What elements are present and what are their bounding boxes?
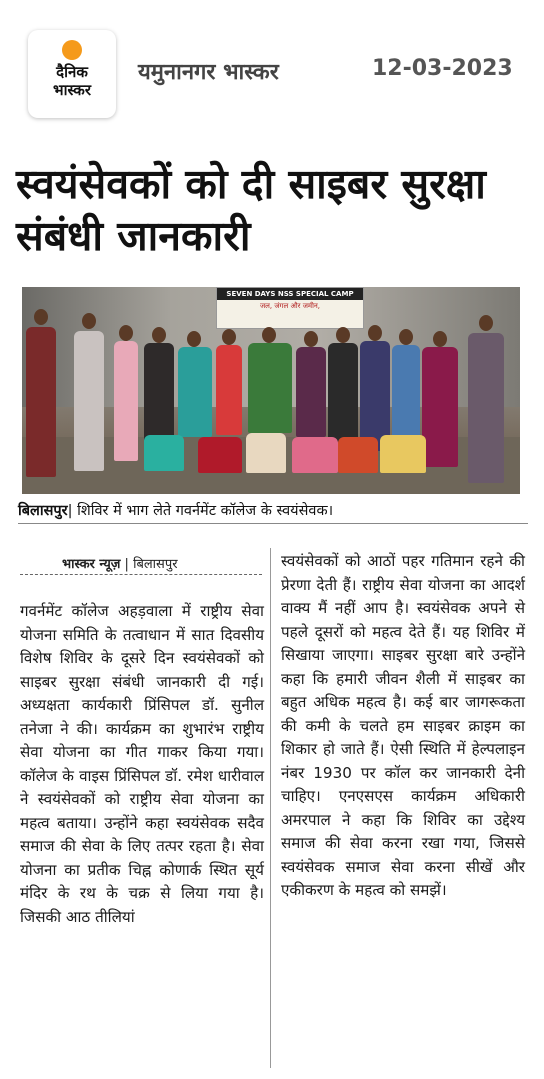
person bbox=[216, 345, 242, 435]
person bbox=[74, 331, 104, 471]
person-head bbox=[152, 327, 166, 343]
logo-text-line1: दैनिक bbox=[56, 63, 88, 81]
dainik-bhaskar-logo bbox=[28, 30, 116, 118]
group-photo bbox=[22, 287, 520, 494]
article-column-2: स्वयंसेवकों को आठों पहर गतिमान रहने की प्रेरणा देती हैं। राष्ट्रीय सेवा योजना का आदर्श वाक्य मैं नहीं आप है। स्वयंसेवक अपने से पहले दूसरों को महत्व देते हैं। यह शिविर में सिखाया जाएगा। साइबर सुरक्षा बारे उन्होंने कहा कि हमारी जीवन शैली में साइबर का बहुत अधिक महत्व है। कई बार जागरूकता की कमी के चलते हम साइबर क्राइम का शिकार हो जाते हैं। ऐसी स्थिति में हेल्पलाइन नंबर 1930 पर कॉल कर जानकारी देनी चाहिए। एनएसएस कार्यक्रम अधिकारी अमरपाल ने कहा कि शिविर का उद्देश्य समाज की सेवा करना रखा गया, जिससे स्वयंसेवक समाज सेवा करना सीखें और एकीकरण के महत्व को समझें। bbox=[281, 552, 525, 899]
person bbox=[246, 433, 286, 473]
person bbox=[338, 437, 378, 473]
person bbox=[178, 347, 212, 437]
person bbox=[380, 435, 426, 473]
person bbox=[114, 341, 138, 461]
person bbox=[248, 343, 292, 433]
person bbox=[468, 333, 504, 483]
person-head bbox=[222, 329, 236, 345]
byline-rule bbox=[20, 574, 262, 575]
person bbox=[144, 435, 184, 471]
banner-title: SEVEN DAYS NSS SPECIAL CAMP bbox=[217, 288, 363, 300]
person bbox=[422, 347, 458, 467]
publication-date: 12-03-2023 bbox=[372, 56, 513, 81]
caption-place: बिलासपुर bbox=[18, 503, 68, 519]
byline-source: भास्कर न्यूज़ bbox=[62, 557, 121, 572]
sun-icon bbox=[62, 40, 82, 60]
article-headline: स्वयंसेवकों को दी साइबर सुरक्षा संबंधी जानकारी bbox=[16, 160, 486, 260]
person-head bbox=[262, 327, 276, 343]
camp-banner bbox=[216, 287, 364, 329]
edition-name: यमुनानगर भास्कर bbox=[138, 60, 279, 85]
banner-subtitle: जल, जंगल और जमीन, bbox=[259, 302, 321, 310]
article-byline: भास्कर न्यूज़ | बिलासपुर bbox=[62, 557, 178, 572]
person-head bbox=[368, 325, 382, 341]
logo-text-line2: भास्कर bbox=[53, 81, 91, 99]
person-head bbox=[119, 325, 133, 341]
person-head bbox=[399, 329, 413, 345]
person-head bbox=[336, 327, 350, 343]
person-head bbox=[187, 331, 201, 347]
newspaper-header bbox=[0, 0, 544, 140]
photo-caption: बिलासपुर| शिविर में भाग लेते गवर्नमेंट कॉलेज के स्वयंसेवक। bbox=[18, 500, 528, 524]
person bbox=[296, 347, 326, 437]
caption-text: शिविर में भाग लेते गवर्नमेंट कॉलेज के स्वयंसेवक। bbox=[77, 503, 334, 519]
person-head bbox=[479, 315, 493, 331]
column-divider bbox=[270, 548, 271, 1068]
person bbox=[328, 343, 358, 443]
article-column-1: गवर्नमेंट कॉलेज अहड़वाला में राष्ट्रीय सेवा योजना समिति के तत्वाधान में सात दिवसीय विशेष शिविर के दूसरे दिन स्वयंसेवकों को साइबर सुरक्षा संबंधी जानकारी दी गई। अध्यक्षता कार्यकारी प्रिंसिपल डॉ. सुनील तनेजा ने की। कार्यक्रम का शुभारंभ राष्ट्रीय सेवा योजना का गीत गाकर किया गया। कॉलेज के वाइस प्रिंसिपल डॉ. रमेश धारीवाल ने स्वयंसेवकों को राष्ट्रीय सेवा योजना का महत्व बताया। उन्होंने कहा स्वयंसेवक सदैव समाज की सेवा के लिए तत्पर रहता है। सेवा योजना का प्रतीक चिह्न कोणार्क स्थित सूर्य मंदिर के रथ के चक्र से लिया गया है। जिसकी आठ तीलियां bbox=[20, 602, 264, 926]
person-head bbox=[34, 309, 48, 325]
person bbox=[26, 327, 56, 477]
person-head bbox=[82, 313, 96, 329]
person bbox=[292, 437, 338, 473]
person bbox=[198, 437, 242, 473]
person-head bbox=[304, 331, 318, 347]
byline-place: बिलासपुर bbox=[133, 557, 178, 572]
person-head bbox=[433, 331, 447, 347]
